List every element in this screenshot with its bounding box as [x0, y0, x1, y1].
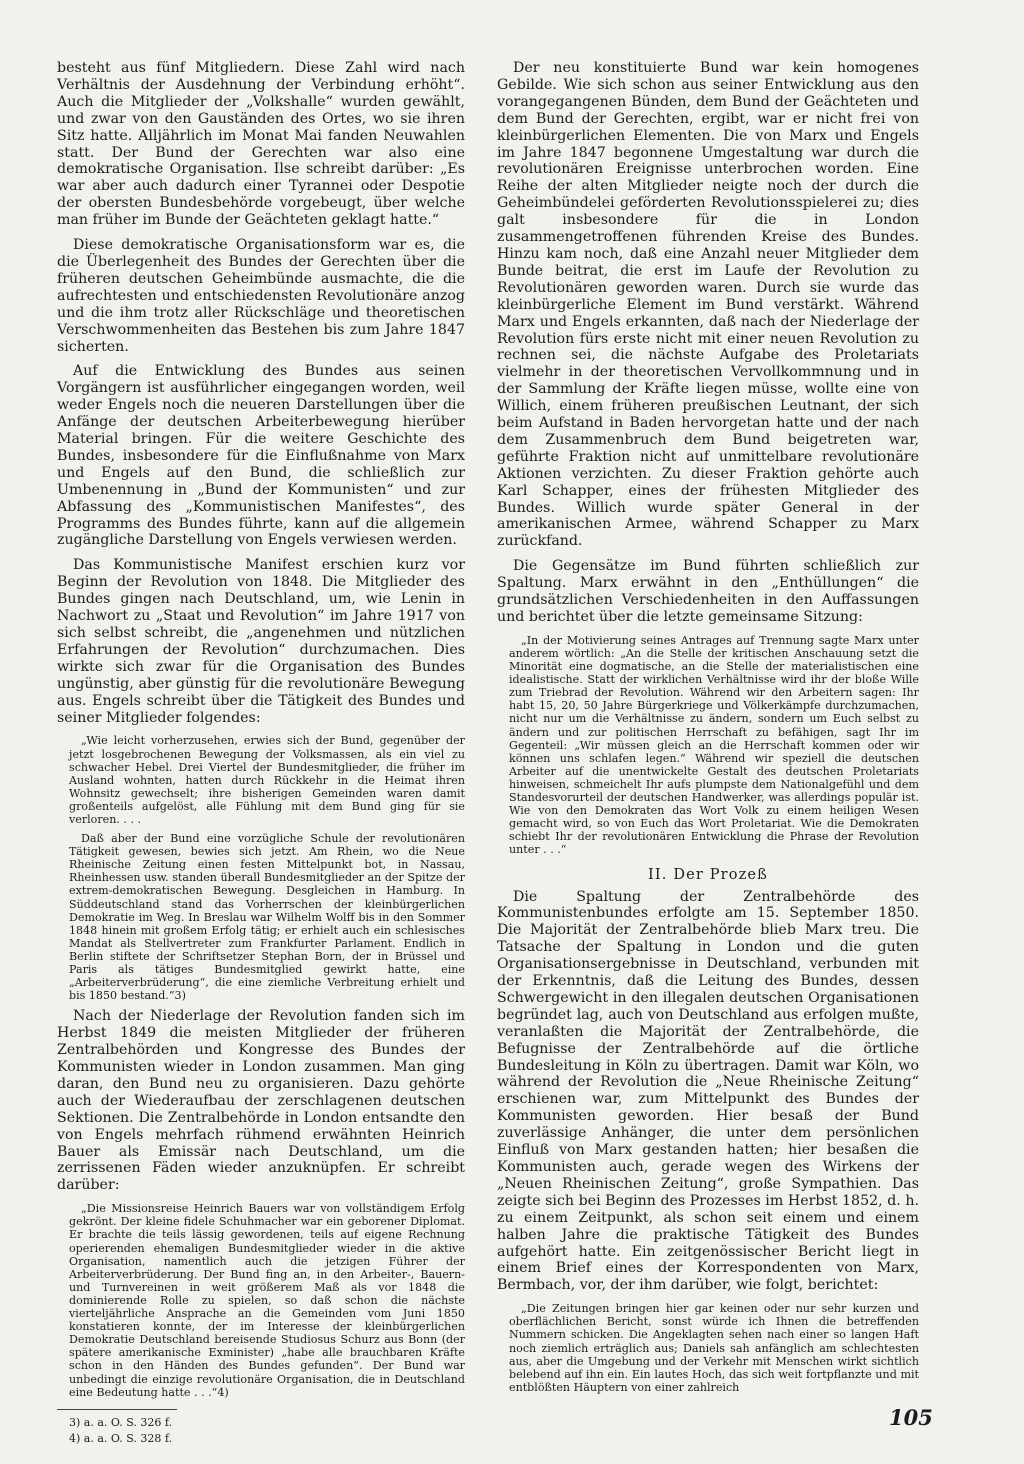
block-quote: „In der Motivierung seines Antrages auf Trennung sagte Marx unter anderem wörtlich: „An die Stelle der kritischen Anschauung setzt die Minorität eine dogmatische, an die Stelle der materialistischen eine idealistische. Statt der wirklichen Verhältnisse wird ihr der bloße Wille zum Triebrad der Revolution. Während wir den Arbeitern sagen: Ihr habt 15, 20, 50 Jahre Bürgerkriege und Völkerkämpfe durchzumachen, nicht nur um die Verhältnisse zu ändern, sondern um Euch selbst zu ändern und zur politischen Herrschaft zu befähigen, sagt Ihr im Gegenteil: „Wir müssen gleich an die Herrschaft kommen oder wir können uns schlafen legen.“ Während wir speziell die deutschen Arbeiter auf die unentwickelte Gestalt des deutschen Proletariats hinweisen, schmeichelt Ihr aufs plumpste dem Nationalgefühl und dem Standesvorurteil der deutschen Handwerker, was allerdings populär ist. Wie von den Demokraten das Wort Volk zu einem heiligen Wesen gemacht wird, so von Euch das Wort Proletariat. Wie die Demokraten schiebt Ihr der revolutionären Entwicklung die Phrase der Revolution unter . . .“	[509, 633, 919, 857]
left-column	[57, 60, 465, 1448]
block-quote: „Die Zeitungen bringen hier gar keinen oder nur sehr kurzen und oberflächlichen Bericht, sonst würde ich Ihnen die betreffenden Nummern schicken. Die Angeklagten sehen nach einer so langen Haft noch ziemlich erträglich aus; Daniels sah anfänglich am schlechtesten aus, aber die Umgebung und der Verkehr mit Menschen wirkt sichtlich belebend auf ihn ein. Ein lautes Hoch, das sich weit fortpflanzte und mit entblößten Häuptern von einer zahlreich	[509, 1302, 919, 1394]
paragraph: Das Kommunistische Manifest erschien kurz vor Beginn der Revolution von 1848. Die Mitglieder des Bundes gingen nach Deutschland, um, wie Lenin in Nachwort zu „Staat und Revolution“ im Jahre 1917 von sich selbst schreibt, die „angenehmen und nützlichen Erfahrungen der Revolution“ durchzumachen. Dies wirkte sich zwar für die Organisation des Bundes ungünstig, aber günstig für die revolutionäre Bewegung aus. Engels schreibt über die Tätigkeit des Bundes und seiner Mitglieder folgendes:	[57, 557, 465, 726]
paragraph: Der neu konstituierte Bund war kein homogenes Gebilde. Wie sich schon aus seiner Entwicklung aus den vorangegangenen Bünden, dem Bund der Geächteten und dem Bund der Gerechten, ergibt, war er nicht frei von kleinbürgerlichen Elementen. Die von Marx und Engels im Jahre 1847 begonnene Umgestaltung war durch die revolutionären Ereignisse unterbrochen worden. Eine Reihe der alten Mitglieder neigte noch der durch die Geheimbündelei geförderten Revolutionsspielerei zu; dies galt insbesondere für die in London zusammengetroffenen führenden Kreise des Bundes. Hinzu kam noch, daß eine Anzahl neuer Mitglieder dem Bunde beitrat, die erst im Laufe der Revolution zu Revolutionären geworden waren. Durch sie wurde das kleinbürgerliche Element im Bund verstärkt. Während Marx und Engels erkannten, daß nach der Niederlage der Revolution fürs erste nicht mit einer neuen Revolution zu rechnen sei, die nächste Aufgabe des Proletariats vielmehr in der theoretischen Vervollkommnung und in der Sammlung der Kräfte liegen müsse, wollte eine von Willich, einem früheren preußischen Leutnant, der sich beim Aufstand in Baden hervorgetan hatte und der nach dem Zusammenbruch dem Bund beigetreten war, geführte Fraktion nicht auf unmittelbare revolutionäre Aktionen verzichten. Zu dieser Fraktion gehörte auch Karl Schapper, eines der frühesten Mitglieder des Bundes. Willich wurde später General in der amerikanischen Armee, während Schapper zu Marx zurückfand.	[497, 60, 919, 550]
right-column	[497, 60, 919, 1400]
block-quote: „Wie leicht vorherzusehen, erwies sich der Bund, gegenüber der jetzt losgebrochenen Bewegung der Volksmassen, als ein viel zu schwacher Hebel. Drei Viertel der Bundesmitglieder, die früher im Ausland wohnten, hatten durch Rückkehr in die Heimat ihren Wohnsitz gewechselt; ihre bisherigen Gemeinden waren damit großenteils aufgelöst, alle Fühlung mit dem Bund ging für sie verloren. . . .	[69, 734, 465, 826]
footnote: 4) a. a. O. S. 328 f.	[69, 1431, 173, 1445]
paragraph: Die Spaltung der Zentralbehörde des Kommunistenbundes erfolgte am 15. September 1850. Die Majorität der Zentralbehörde blieb Marx treu. Die Tatsache der Spaltung in London und die guten Organisationsergebnisse in Deutschland, verbunden mit der Erkenntnis, daß die Leitung des Bundes, dessen Schwergewicht in den illegalen deutschen Organisationen begründet lag, auch von Deutschland aus erfolgen mußte, veranlaßten die Majorität der Zentralbehörde, die Befugnisse der Zentralbehörde auf die örtliche Bundesleitung in Köln zu übertragen. Damit war Köln, wo während der Revolution die „Neue Rheinische Zeitung“ erschienen war, zum Mittelpunkt des Bundes der Kommunisten geworden. Hier besaß der Bund zuverlässige Anhänger, die unter dem persönlichen Einfluß von Marx gestanden hatten; hier besaßen die Kommunisten auch, gerade wegen des Wirkens der „Neuen Rheinischen Zeitung“, große Sympathien. Das zeigte sich bei Beginn des Prozesses im Herbst 1852, d. h. zu einem Zeitpunkt, als schon seit einem und einem halben Jahre die praktische Tätigkeit des Bundes aufgehört hatte. Ein zeitgenössischer Bericht liegt in einem Brief eines der Korrespondenten von Marx, Bermbach, vor, der ihm darüber, wie folgt, berichtet:	[497, 888, 919, 1294]
paragraph: Die Gegensätze im Bund führten schließlich zur Spaltung. Marx erwähnt in den „Enthüllungen“ die grundsätzlichen Verschiedenheiten in den Auffassungen und berichtet über die letzte gemeinsame Sitzung:	[497, 558, 919, 625]
block-quote: „Die Missionsreise Heinrich Bauers war von vollständigem Erfolg gekrönt. Der kleine fidele Schuhmacher war ein geborener Diplomat. Er brachte die teils lässig gewordenen, teils auf eigene Rechnung operierenden ehemaligen Bundesmitglieder wieder in die aktive Organisation, namentlich auch die jetzigen Führer der Arbeiterverbrüderung. Der Bund fing an, in den Arbeiter-, Bauern- und Turnvereinen in weit größerem Maß als vor 1848 die dominierende Rolle zu spielen, so daß schon die nächste vierteljährliche Ansprache an die Gemeinden vom Juni 1850 konstatieren konnte, der im Interesse der kleinbürgerlichen Demokratie Deutschland bereisende Studiosus Schurz aus Bonn (der spätere amerikanische Exminister) „habe alle brauchbaren Kräfte schon in den Händen des Bundes gefunden“. Der Bund war unbedingt die einzige revolutionäre Organisation, die in Deutschland eine Bedeutung hatte . . .“4)	[69, 1202, 465, 1399]
section-heading: II. Der Prozeß	[648, 866, 768, 883]
paragraph: besteht aus fünf Mitgliedern. Diese Zahl wird nach Verhältnis der Ausdehnung der Verbindung erhöht“. Auch die Mitglieder der „Volkshalle“ wurden gewählt, und zwar von den Gauständen des Ortes, wo sie ihren Sitz hatte. Alljährlich im Monat Mai fanden Neuwahlen statt. Der Bund der Gerechten war also eine demokratische Organisation. Ilse schreibt darüber: „Es war aber auch dadurch einer Tyrannei oder Despotie der obersten Bundesbehörde vorgebeugt, über welche man früher im Bunde der Geächteten geklagt hatte.“	[57, 60, 465, 229]
block-quote: Daß aber der Bund eine vorzügliche Schule der revolutionären Tätigkeit gewesen, bewies sich jetzt. Am Rhein, wo die Neue Rheinische Zeitung einen festen Mittelpunkt bot, in Nassau, Rheinhessen usw. standen überall Bundesmitglieder an der Spitze der extrem-demokratischen Bewegung. Desgleichen in Hamburg. In Süddeutschland stand das Vorherrschen der kleinbürgerlichen Demokratie im Weg. In Breslau war Wilhelm Wolff bis in den Sommer 1848 hinein mit großem Erfolg tätig; er erhielt auch ein schlesisches Mandat als Stellvertreter zum Frankfurter Parlament. Endlich in Berlin stiftete der Schriftsetzer Stephan Born, der in Brüssel und Paris als tätiges Bundesmitglied gewirkt hatte, eine „Arbeiterverbrüderung“, die eine ziemliche Verbreitung erhielt und bis 1850 bestand.“3)	[69, 832, 465, 1003]
footnote-divider	[57, 1409, 177, 1410]
footnote: 3) a. a. O. S. 326 f.	[69, 1415, 173, 1429]
paragraph: Auf die Entwicklung des Bundes aus seinen Vorgängern ist ausführlicher eingegangen worden, weil weder Engels noch die neueren Darstellungen über die Anfänge der deutschen Arbeiterbewegung hierüber Material bringen. Für die weitere Geschichte des Bundes, insbesondere für die Einflußnahme von Marx und Engels auf den Bund, die schließlich zur Umbenennung in „Bund der Kommunisten“ und zur Abfassung des „Kommunistischen Manifestes“, des Programms des Bundes führte, kann auf die allgemein zugängliche Darstellung von Engels verwiesen werden.	[57, 363, 465, 549]
page-number: 105	[889, 1405, 933, 1430]
paragraph: Diese demokratische Organisationsform war es, die die Überlegenheit des Bundes der Gerechten über die früheren deutschen Geheimbünde ausmachte, die die aufrechtesten und entschiedensten Revolutionäre anzog und die ihm trotz aller Rückschläge und theoretischen Verschwommenheiten das Bestehen bis zum Jahre 1847 sicherten.	[57, 237, 465, 355]
paragraph: Nach der Niederlage der Revolution fanden sich im Herbst 1849 die meisten Mitglieder der früheren Zentralbehörden und Kongresse des Bundes der Kommunisten wieder in London zusammen. Man ging daran, den Bund neu zu organisieren. Dazu gehörte auch der Wiederaufbau der zerschlagenen deutschen Sektionen. Die Zentralbehörde in London entsandte den von Engels mehrfach rühmend erwähnten Heinrich Bauer als Emissär nach Deutschland, um die zerrissenen Fäden wieder anzuknüpfen. Er schreibt darüber:	[57, 1008, 465, 1194]
